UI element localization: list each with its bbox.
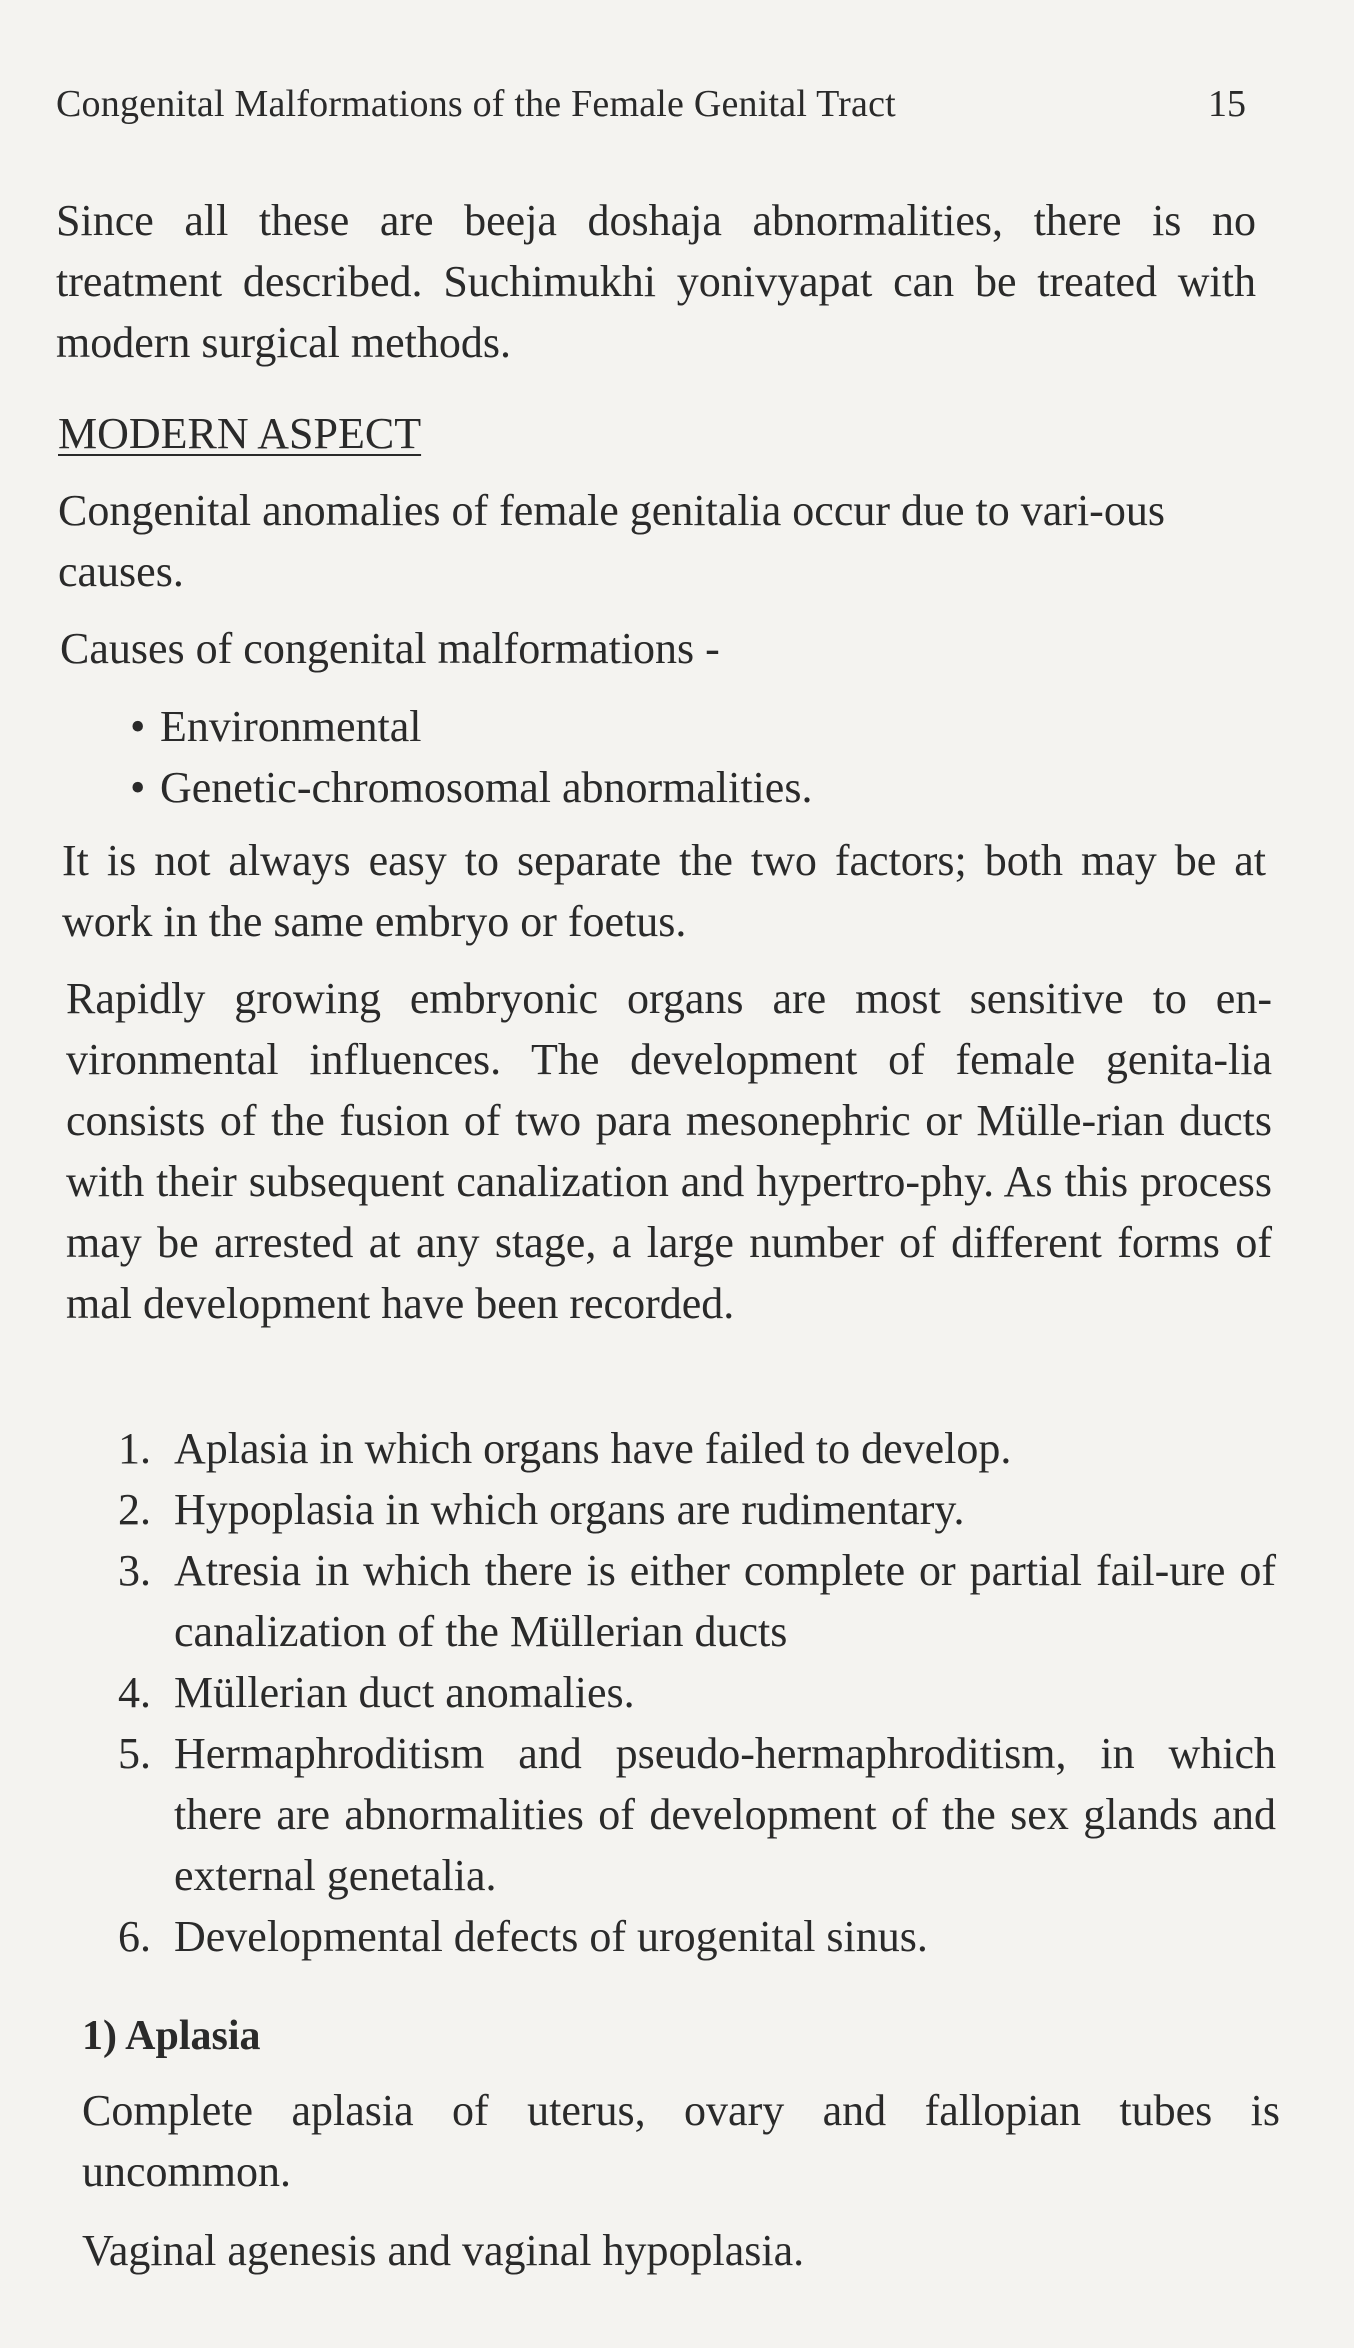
list-number: 4. bbox=[118, 1668, 151, 1717]
aplasia-paragraph: Complete aplasia of uterus, ovary and fallopian tubes is uncommon. bbox=[82, 2086, 1280, 2196]
list-item bbox=[118, 1479, 1276, 1540]
development-paragraph: Rapidly growing embryonic organs are most sensitive to en-vironmental influences. The development of female genita-lia consists of the fusion of two para mesonephric or Mülle-rian ducts with their subsequent canalization and hypertro-phy. As this process may be arrested at any stage, a large number of different forms of mal development have been recorded. bbox=[66, 974, 1272, 1328]
list-number: 1. bbox=[118, 1424, 151, 1473]
section-heading: MODERN ASPECT bbox=[58, 409, 422, 458]
vaginal-paragraph: Vaginal agenesis and vaginal hypoplasia. bbox=[82, 2226, 805, 2275]
aplasia-heading: 1) Aplasia bbox=[82, 2013, 261, 2059]
list-item bbox=[118, 1906, 1276, 1967]
list-item bbox=[130, 757, 1230, 818]
page-number: 15 bbox=[1208, 83, 1246, 125]
intro-paragraph: Since all these are beeja doshaja abnormalities, there is no treatment described. Suchimukhi yonivyapat can be treated with modern surgical methods. bbox=[56, 196, 1256, 367]
list-item bbox=[118, 1418, 1276, 1479]
list-item-text: Aplasia in which organs have failed to develop. bbox=[174, 1424, 1012, 1473]
running-header bbox=[56, 82, 1256, 142]
list-item-text: Hermaphroditism and pseudo-hermaphroditism, in which there are abnormalities of development of the sex glands and external genetalia. bbox=[174, 1729, 1276, 1900]
list-item bbox=[130, 696, 1230, 757]
list-number: 6. bbox=[118, 1912, 151, 1961]
forms-list bbox=[118, 1418, 1276, 1967]
causes-list bbox=[130, 696, 1230, 818]
causes-intro: Causes of congenital malformations - bbox=[60, 624, 720, 673]
cause-label: Genetic-chromosomal abnormalities. bbox=[160, 763, 813, 812]
cause-label: Environmental bbox=[160, 702, 422, 751]
list-item-text: Developmental defects of urogenital sinus. bbox=[174, 1912, 928, 1961]
list-item bbox=[118, 1662, 1276, 1723]
bullet-icon: • bbox=[130, 702, 146, 751]
list-item bbox=[118, 1723, 1276, 1906]
list-item-text: Müllerian duct anomalies. bbox=[174, 1668, 635, 1717]
bullet-icon: • bbox=[130, 763, 146, 812]
congenital-paragraph: Congenital anomalies of female genitalia occur due to vari-ous causes. bbox=[58, 486, 1165, 596]
list-item bbox=[118, 1540, 1276, 1662]
list-item-text: Atresia in which there is either complete or partial fail-ure of canalization of the Müllerian ducts bbox=[174, 1546, 1276, 1656]
list-number: 5. bbox=[118, 1729, 151, 1778]
list-number: 2. bbox=[118, 1485, 151, 1534]
header-title: Congenital Malformations of the Female Genital Tract bbox=[56, 83, 896, 125]
list-item-text: Hypoplasia in which organs are rudimentary. bbox=[174, 1485, 965, 1534]
list-number: 3. bbox=[118, 1546, 151, 1595]
factors-paragraph: It is not always easy to separate the two factors; both may be at work in the same embryo or foetus. bbox=[62, 836, 1266, 946]
